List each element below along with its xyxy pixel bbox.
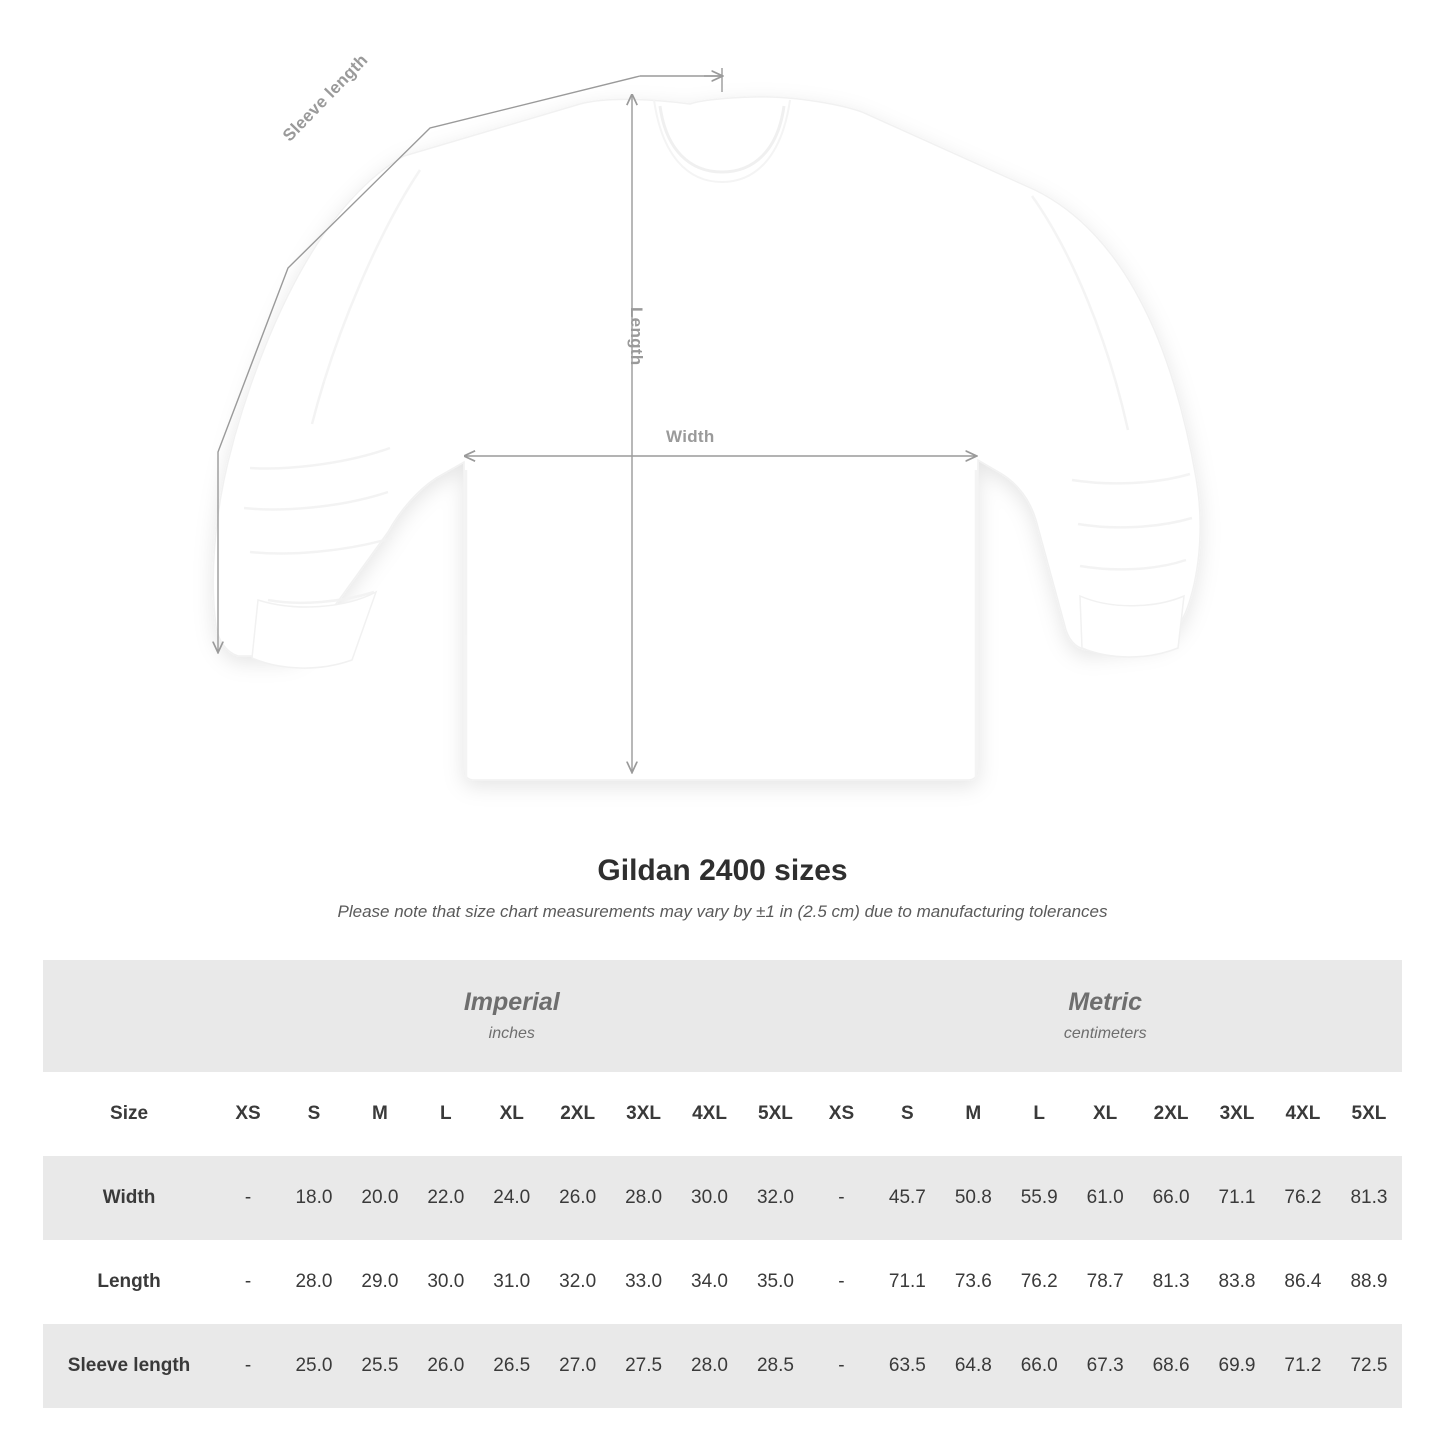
size-header-label: Size (43, 1072, 215, 1156)
chart-subtitle: Please note that size chart measurements may vary by ±1 in (2.5 cm) due to manufacturing tolerances (337, 902, 1108, 921)
cell-length-imperial: 33.0 (611, 1240, 677, 1324)
row-label-width: Width (43, 1156, 215, 1240)
cell-sleeve-metric: 68.6 (1138, 1324, 1204, 1408)
cell-width-imperial: 24.0 (479, 1156, 545, 1240)
unit-system-imperial: Imperial (463, 988, 560, 1017)
chart-title: Gildan 2400 sizes (597, 854, 848, 887)
cell-length-metric: - (809, 1240, 875, 1324)
cell-sleeve-imperial: - (215, 1324, 281, 1408)
cell-sleeve-metric: 72.5 (1336, 1324, 1402, 1408)
cell-sleeve-metric: 66.0 (1006, 1324, 1072, 1408)
size-column-header: 3XL (611, 1072, 677, 1156)
size-column-header: S (281, 1072, 347, 1156)
cell-length-metric: 78.7 (1072, 1240, 1138, 1324)
size-table (43, 960, 1402, 1408)
size-table-wrapper (0, 960, 1445, 1408)
cell-sleeve-imperial: 26.0 (413, 1324, 479, 1408)
size-header-row (43, 1072, 1402, 1156)
cell-width-metric: 45.7 (874, 1156, 940, 1240)
cell-sleeve-metric: 64.8 (940, 1324, 1006, 1408)
cell-sleeve-metric: 69.9 (1204, 1324, 1270, 1408)
size-column-header: XS (809, 1072, 875, 1156)
cell-width-metric: 50.8 (940, 1156, 1006, 1240)
cell-width-imperial: 22.0 (413, 1156, 479, 1240)
cell-width-imperial: 28.0 (611, 1156, 677, 1240)
unit-group-metric (809, 960, 1403, 1072)
cell-sleeve-metric: 63.5 (874, 1324, 940, 1408)
table-row (43, 1156, 1402, 1240)
width-label: Width (666, 427, 715, 446)
cell-sleeve-imperial: 28.0 (677, 1324, 743, 1408)
unit-group-imperial (215, 960, 808, 1072)
cell-sleeve-metric: 67.3 (1072, 1324, 1138, 1408)
cell-width-imperial: 32.0 (742, 1156, 808, 1240)
cell-width-metric: 66.0 (1138, 1156, 1204, 1240)
cell-sleeve-imperial: 27.5 (611, 1324, 677, 1408)
cell-length-imperial: 30.0 (413, 1240, 479, 1324)
cell-width-imperial: 20.0 (347, 1156, 413, 1240)
size-column-header: M (940, 1072, 1006, 1156)
cell-sleeve-imperial: 25.0 (281, 1324, 347, 1408)
row-label-sleeve-length: Sleeve length (43, 1324, 215, 1408)
unit-header-row (43, 960, 1402, 1072)
cell-width-metric: 81.3 (1336, 1156, 1402, 1240)
size-column-header: 4XL (1270, 1072, 1336, 1156)
cell-length-imperial: 28.0 (281, 1240, 347, 1324)
cell-width-metric: 76.2 (1270, 1156, 1336, 1240)
cell-length-metric: 88.9 (1336, 1240, 1402, 1324)
size-column-header: L (413, 1072, 479, 1156)
cell-width-metric: 61.0 (1072, 1156, 1138, 1240)
unit-name-imperial: inches (488, 1024, 535, 1042)
unit-header-spacer (43, 960, 215, 1072)
cell-width-imperial: 30.0 (677, 1156, 743, 1240)
cell-width-metric: 71.1 (1204, 1156, 1270, 1240)
cell-length-metric: 73.6 (940, 1240, 1006, 1324)
size-column-header: 2XL (545, 1072, 611, 1156)
cell-width-imperial: - (215, 1156, 281, 1240)
cell-width-metric: 55.9 (1006, 1156, 1072, 1240)
cell-sleeve-metric: - (809, 1324, 875, 1408)
size-column-header: 2XL (1138, 1072, 1204, 1156)
size-column-header: 4XL (677, 1072, 743, 1156)
cell-length-imperial: - (215, 1240, 281, 1324)
cell-sleeve-imperial: 25.5 (347, 1324, 413, 1408)
cell-length-metric: 86.4 (1270, 1240, 1336, 1324)
size-column-header: 5XL (742, 1072, 808, 1156)
length-label: Length (627, 307, 646, 366)
size-column-header: L (1006, 1072, 1072, 1156)
cell-width-imperial: 26.0 (545, 1156, 611, 1240)
cell-sleeve-imperial: 27.0 (545, 1324, 611, 1408)
size-column-header: XS (215, 1072, 281, 1156)
cell-length-metric: 81.3 (1138, 1240, 1204, 1324)
row-label-length: Length (43, 1240, 215, 1324)
size-column-header: XL (1072, 1072, 1138, 1156)
size-column-header: XL (479, 1072, 545, 1156)
size-column-header: S (874, 1072, 940, 1156)
cell-width-imperial: 18.0 (281, 1156, 347, 1240)
cell-sleeve-metric: 71.2 (1270, 1324, 1336, 1408)
cell-length-metric: 83.8 (1204, 1240, 1270, 1324)
cell-length-imperial: 29.0 (347, 1240, 413, 1324)
table-row (43, 1240, 1402, 1324)
cell-length-imperial: 35.0 (742, 1240, 808, 1324)
unit-system-metric: Metric (1068, 988, 1143, 1017)
cell-length-imperial: 31.0 (479, 1240, 545, 1324)
cell-sleeve-imperial: 28.5 (742, 1324, 808, 1408)
size-column-header: M (347, 1072, 413, 1156)
cell-width-metric: - (809, 1156, 875, 1240)
cell-sleeve-imperial: 26.5 (479, 1324, 545, 1408)
cell-length-imperial: 32.0 (545, 1240, 611, 1324)
table-row (43, 1324, 1402, 1408)
sleeve-length-label: Sleeve length (279, 50, 372, 146)
cell-length-imperial: 34.0 (677, 1240, 743, 1324)
cell-length-metric: 76.2 (1006, 1240, 1072, 1324)
cell-length-metric: 71.1 (874, 1240, 940, 1324)
size-column-header: 3XL (1204, 1072, 1270, 1156)
right-cuff (1080, 596, 1184, 657)
unit-name-metric: centimeters (1063, 1024, 1147, 1042)
size-column-header: 5XL (1336, 1072, 1402, 1156)
